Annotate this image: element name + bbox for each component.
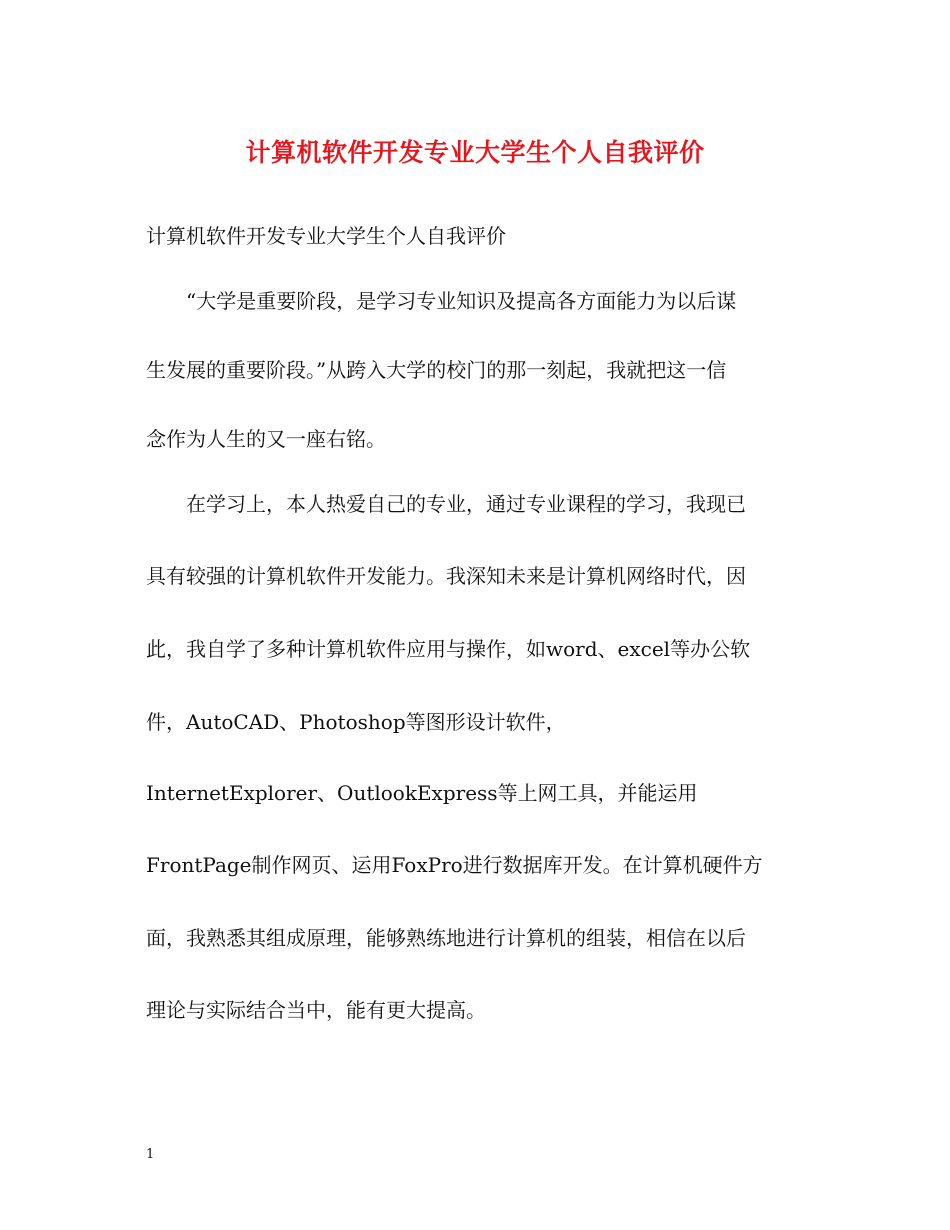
paragraph-2-line-6: FrontPage制作网页、运用FoxPro进行数据库开发。在计算机硬件方 bbox=[146, 853, 763, 877]
paragraph-2-line-5: InternetExplorer、OutlookExpress等上网工具，并能运用 bbox=[146, 781, 698, 805]
paragraph-2-line-4: 件，AutoCAD、Photoshop等图形设计软件， bbox=[146, 710, 566, 734]
paragraph-2-line-7: 面，我熟悉其组成原理，能够熟练地进行计算机的组装，相信在以后 bbox=[146, 926, 746, 950]
document-title: 计算机软件开发专业大学生个人自我评价 bbox=[245, 138, 705, 167]
subtitle-line: 计算机软件开发专业大学生个人自我评价 bbox=[146, 224, 506, 248]
paragraph-1-line-2: 生发展的重要阶段。”从跨入大学的校门的那一刻起，我就把这一信 bbox=[146, 358, 727, 382]
paragraph-2-line-2: 具有较强的计算机软件开发能力。我深知未来是计算机网络时代，因 bbox=[146, 564, 746, 588]
paragraph-1-line-1: “大学是重要阶段，是学习专业知识及提高各方面能力为以后谋 bbox=[186, 289, 737, 313]
paragraph-2-line-8: 理论与实际结合当中，能有更大提高。 bbox=[146, 998, 486, 1022]
paragraph-2-line-3: 此，我自学了多种计算机软件应用与操作，如word、excel等办公软 bbox=[146, 637, 751, 661]
paragraph-2-line-1: 在学习上，本人热爱自己的专业，通过专业课程的学习，我现已 bbox=[186, 492, 746, 516]
paragraph-1-line-3: 念作为人生的又一座右铭。 bbox=[146, 427, 386, 451]
page-number: 1 bbox=[146, 1147, 155, 1162]
